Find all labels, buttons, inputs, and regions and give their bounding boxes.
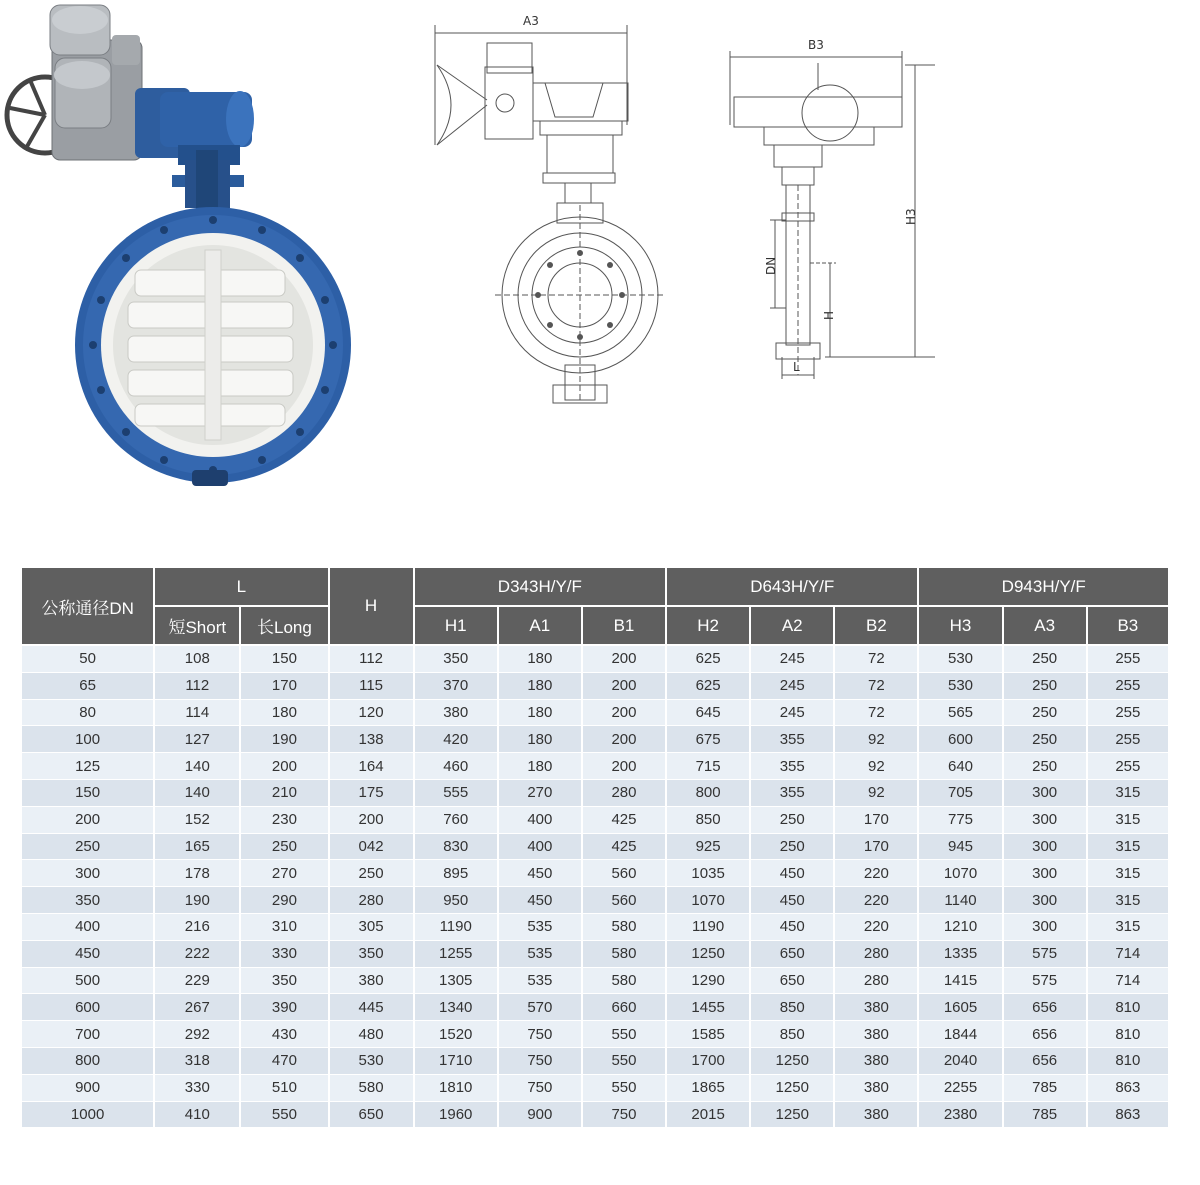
table-cell: 216: [154, 913, 240, 940]
table-cell: 550: [582, 1074, 666, 1101]
table-cell: 355: [750, 726, 834, 753]
table-cell: 250: [1003, 699, 1087, 726]
table-cell: 450: [498, 860, 582, 887]
table-cell: 200: [21, 806, 154, 833]
table-cell: 550: [582, 1047, 666, 1074]
table-cell: 138: [329, 726, 414, 753]
table-cell: 400: [498, 806, 582, 833]
table-cell: 042: [329, 833, 414, 860]
table-cell: 850: [750, 994, 834, 1021]
table-cell: 810: [1087, 1021, 1169, 1048]
table-cell: 945: [918, 833, 1002, 860]
table-cell: 127: [154, 726, 240, 753]
table-cell: 220: [834, 913, 918, 940]
table-cell: 714: [1087, 967, 1169, 994]
table-cell: 92: [834, 726, 918, 753]
table-cell: 180: [498, 753, 582, 780]
table-cell: 625: [666, 672, 750, 699]
table-cell: 715: [666, 753, 750, 780]
table-row: [21, 940, 1169, 967]
table-cell: 1210: [918, 913, 1002, 940]
table-cell: 1140: [918, 887, 1002, 914]
table-cell: 570: [498, 994, 582, 1021]
table-cell: 112: [329, 645, 414, 672]
table-cell: 230: [240, 806, 328, 833]
table-cell: 535: [498, 913, 582, 940]
table-cell: 114: [154, 699, 240, 726]
header-b2: B2: [834, 606, 918, 645]
table-row: [21, 753, 1169, 780]
table-row: [21, 833, 1169, 860]
table-cell: 200: [582, 645, 666, 672]
table-body: [21, 645, 1169, 1128]
table-cell: 1335: [918, 940, 1002, 967]
table-cell: 112: [154, 672, 240, 699]
table-cell: 250: [1003, 726, 1087, 753]
table-cell: 950: [414, 887, 498, 914]
table-cell: 305: [329, 913, 414, 940]
table-cell: 800: [21, 1047, 154, 1074]
table-cell: 1520: [414, 1021, 498, 1048]
table-cell: 575: [1003, 967, 1087, 994]
table-cell: 245: [750, 645, 834, 672]
table-cell: 255: [1087, 753, 1169, 780]
table-cell: 152: [154, 806, 240, 833]
table-cell: 255: [1087, 645, 1169, 672]
table-cell: 510: [240, 1074, 328, 1101]
table-cell: 555: [414, 779, 498, 806]
table-cell: 140: [154, 753, 240, 780]
table-cell: 1844: [918, 1021, 1002, 1048]
header-a3: A3: [1003, 606, 1087, 645]
table-cell: 140: [154, 779, 240, 806]
table-cell: 250: [750, 806, 834, 833]
table-cell: 450: [21, 940, 154, 967]
table-cell: 863: [1087, 1074, 1169, 1101]
table-cell: 1250: [750, 1101, 834, 1128]
table-cell: 255: [1087, 672, 1169, 699]
header-h3: H3: [918, 606, 1002, 645]
table-row: [21, 645, 1169, 672]
table-cell: 165: [154, 833, 240, 860]
table-cell: 1700: [666, 1047, 750, 1074]
table-cell: 300: [1003, 779, 1087, 806]
table-cell: 650: [750, 940, 834, 967]
table-cell: 280: [834, 967, 918, 994]
table-cell: 430: [240, 1021, 328, 1048]
table-cell: 810: [1087, 994, 1169, 1021]
table-cell: 200: [329, 806, 414, 833]
table-cell: 178: [154, 860, 240, 887]
table-cell: 565: [918, 699, 1002, 726]
table-cell: 210: [240, 779, 328, 806]
dim-label-dn: DN: [764, 256, 778, 275]
table-cell: 180: [240, 699, 328, 726]
table-cell: 380: [834, 1021, 918, 1048]
table-cell: 250: [329, 860, 414, 887]
table-row: [21, 672, 1169, 699]
table-cell: 1250: [750, 1074, 834, 1101]
header-short: 短Short: [154, 606, 240, 645]
table-cell: 900: [498, 1101, 582, 1128]
table-cell: 220: [834, 887, 918, 914]
header-h2: H2: [666, 606, 750, 645]
table-row: [21, 1101, 1169, 1128]
table-cell: 315: [1087, 913, 1169, 940]
table-cell: 1070: [666, 887, 750, 914]
header-b3: B3: [1087, 606, 1169, 645]
table-cell: 250: [1003, 672, 1087, 699]
header-a1: A1: [498, 606, 582, 645]
table-cell: 300: [1003, 913, 1087, 940]
table-cell: 180: [498, 699, 582, 726]
table-cell: 380: [329, 967, 414, 994]
table-cell: 1605: [918, 994, 1002, 1021]
header-b1: B1: [582, 606, 666, 645]
table-cell: 656: [1003, 1047, 1087, 1074]
table-cell: 750: [498, 1047, 582, 1074]
table-cell: 1415: [918, 967, 1002, 994]
table-cell: 255: [1087, 699, 1169, 726]
dim-label-l: L: [793, 360, 800, 374]
table-cell: 645: [666, 699, 750, 726]
table-cell: 267: [154, 994, 240, 1021]
table-cell: 400: [498, 833, 582, 860]
table-cell: 200: [582, 753, 666, 780]
table-cell: 350: [414, 645, 498, 672]
table-cell: 200: [582, 672, 666, 699]
table-cell: 575: [1003, 940, 1087, 967]
table-cell: 72: [834, 645, 918, 672]
table-cell: 705: [918, 779, 1002, 806]
table-cell: 1455: [666, 994, 750, 1021]
table-cell: 900: [21, 1074, 154, 1101]
table-cell: 200: [582, 699, 666, 726]
table-cell: 535: [498, 940, 582, 967]
table-cell: 1190: [666, 913, 750, 940]
table-cell: 92: [834, 779, 918, 806]
dim-label-h3: H3: [904, 208, 918, 225]
table-cell: 400: [21, 913, 154, 940]
table-cell: 785: [1003, 1074, 1087, 1101]
table-cell: 108: [154, 645, 240, 672]
table-cell: 245: [750, 699, 834, 726]
table-cell: 100: [21, 726, 154, 753]
table-cell: 1000: [21, 1101, 154, 1128]
table-cell: 350: [240, 967, 328, 994]
table-cell: 530: [918, 645, 1002, 672]
header-group-d643: D643H/Y/F: [666, 567, 918, 606]
table-cell: 170: [240, 672, 328, 699]
table-cell: 50: [21, 645, 154, 672]
table-cell: 250: [1003, 753, 1087, 780]
table-cell: 380: [834, 1074, 918, 1101]
table-cell: 1290: [666, 967, 750, 994]
table-cell: 380: [834, 1101, 918, 1128]
table-cell: 650: [329, 1101, 414, 1128]
table-cell: 120: [329, 699, 414, 726]
table-cell: 500: [21, 967, 154, 994]
header-length: L: [154, 567, 328, 606]
table-cell: 750: [498, 1074, 582, 1101]
table-cell: 300: [21, 860, 154, 887]
table-cell: 72: [834, 699, 918, 726]
table-cell: 640: [918, 753, 1002, 780]
table-cell: 750: [582, 1101, 666, 1128]
table-cell: 863: [1087, 1101, 1169, 1128]
table-cell: 450: [498, 887, 582, 914]
table-cell: 560: [582, 887, 666, 914]
header-group-d943: D943H/Y/F: [918, 567, 1169, 606]
table-cell: 895: [414, 860, 498, 887]
table-cell: 750: [498, 1021, 582, 1048]
table-cell: 175: [329, 779, 414, 806]
table-cell: 380: [834, 994, 918, 1021]
valve-product-photo: [0, 0, 380, 500]
table-cell: 250: [240, 833, 328, 860]
table-cell: 830: [414, 833, 498, 860]
table-cell: 675: [666, 726, 750, 753]
table-cell: 65: [21, 672, 154, 699]
table-row: [21, 887, 1169, 914]
table-cell: 550: [240, 1101, 328, 1128]
table-cell: 190: [240, 726, 328, 753]
table-cell: 300: [1003, 806, 1087, 833]
table-cell: 775: [918, 806, 1002, 833]
table-cell: 1070: [918, 860, 1002, 887]
table-cell: 390: [240, 994, 328, 1021]
table-row: [21, 860, 1169, 887]
table-cell: 1250: [750, 1047, 834, 1074]
table-row: [21, 967, 1169, 994]
table-cell: 580: [329, 1074, 414, 1101]
table-cell: 470: [240, 1047, 328, 1074]
table-cell: 1190: [414, 913, 498, 940]
table-cell: 810: [1087, 1047, 1169, 1074]
table-cell: 785: [1003, 1101, 1087, 1128]
table-cell: 150: [21, 779, 154, 806]
table-cell: 420: [414, 726, 498, 753]
table-cell: 355: [750, 779, 834, 806]
valve-side-view-drawing: [720, 35, 940, 385]
table-cell: 425: [582, 833, 666, 860]
table-cell: 350: [21, 887, 154, 914]
table-cell: 380: [414, 699, 498, 726]
table-cell: 250: [21, 833, 154, 860]
table-cell: 530: [918, 672, 1002, 699]
table-cell: 150: [240, 645, 328, 672]
table-row: [21, 726, 1169, 753]
table-cell: 800: [666, 779, 750, 806]
table-cell: 115: [329, 672, 414, 699]
table-cell: 270: [240, 860, 328, 887]
table-cell: 1865: [666, 1074, 750, 1101]
table-cell: 318: [154, 1047, 240, 1074]
table-cell: 220: [834, 860, 918, 887]
table-cell: 535: [498, 967, 582, 994]
table-cell: 560: [582, 860, 666, 887]
table-cell: 72: [834, 672, 918, 699]
table-cell: 170: [834, 833, 918, 860]
table-cell: 2255: [918, 1074, 1002, 1101]
table-cell: 925: [666, 833, 750, 860]
header-group-d343: D343H/Y/F: [414, 567, 666, 606]
table-row: [21, 1074, 1169, 1101]
table-cell: 850: [750, 1021, 834, 1048]
table-cell: 315: [1087, 806, 1169, 833]
header-a2: A2: [750, 606, 834, 645]
table-cell: 580: [582, 967, 666, 994]
dim-label-b3: B3: [808, 38, 824, 52]
table-cell: 200: [582, 726, 666, 753]
table-cell: 300: [1003, 887, 1087, 914]
table-cell: 229: [154, 967, 240, 994]
table-cell: 280: [582, 779, 666, 806]
table-cell: 656: [1003, 1021, 1087, 1048]
table-cell: 580: [582, 940, 666, 967]
table-cell: 300: [1003, 860, 1087, 887]
table-cell: 200: [240, 753, 328, 780]
table-cell: 222: [154, 940, 240, 967]
table-row: [21, 1021, 1169, 1048]
table-cell: 600: [918, 726, 1002, 753]
table-cell: 330: [240, 940, 328, 967]
table-cell: 530: [329, 1047, 414, 1074]
table-cell: 460: [414, 753, 498, 780]
table-row: [21, 1047, 1169, 1074]
table-cell: 700: [21, 1021, 154, 1048]
table-cell: 292: [154, 1021, 240, 1048]
table-cell: 280: [329, 887, 414, 914]
table-cell: 180: [498, 672, 582, 699]
table-cell: 180: [498, 726, 582, 753]
table-cell: 1710: [414, 1047, 498, 1074]
table-cell: 315: [1087, 860, 1169, 887]
table-cell: 190: [154, 887, 240, 914]
dim-label-a3: A3: [523, 14, 539, 28]
table-cell: 450: [750, 913, 834, 940]
table-cell: 250: [1003, 645, 1087, 672]
table-cell: 245: [750, 672, 834, 699]
table-cell: 250: [750, 833, 834, 860]
table-cell: 760: [414, 806, 498, 833]
table-cell: 550: [582, 1021, 666, 1048]
table-cell: 1250: [666, 940, 750, 967]
table-cell: 170: [834, 806, 918, 833]
table-cell: 255: [1087, 726, 1169, 753]
table-cell: 350: [329, 940, 414, 967]
table-cell: 1810: [414, 1074, 498, 1101]
table-cell: 1255: [414, 940, 498, 967]
table-cell: 330: [154, 1074, 240, 1101]
table-cell: 270: [498, 779, 582, 806]
table-cell: 2040: [918, 1047, 1002, 1074]
table-cell: 315: [1087, 833, 1169, 860]
table-cell: 1305: [414, 967, 498, 994]
table-cell: 370: [414, 672, 498, 699]
table-cell: 580: [582, 913, 666, 940]
table-cell: 300: [1003, 833, 1087, 860]
table-cell: 714: [1087, 940, 1169, 967]
table-cell: 445: [329, 994, 414, 1021]
table-cell: 310: [240, 913, 328, 940]
table-cell: 355: [750, 753, 834, 780]
table-cell: 1585: [666, 1021, 750, 1048]
table-cell: 80: [21, 699, 154, 726]
table-cell: 625: [666, 645, 750, 672]
table-cell: 280: [834, 940, 918, 967]
table-cell: 315: [1087, 779, 1169, 806]
table-cell: 1035: [666, 860, 750, 887]
table-cell: 656: [1003, 994, 1087, 1021]
table-cell: 410: [154, 1101, 240, 1128]
table-cell: 660: [582, 994, 666, 1021]
table-cell: 480: [329, 1021, 414, 1048]
table-cell: 425: [582, 806, 666, 833]
dim-label-h: H: [822, 310, 836, 320]
header-nominal-diameter: 公称通径DN: [21, 567, 154, 645]
table-cell: 380: [834, 1047, 918, 1074]
table-cell: 164: [329, 753, 414, 780]
table-row: [21, 913, 1169, 940]
table-row: [21, 699, 1169, 726]
table-row: [21, 994, 1169, 1021]
table-cell: 450: [750, 887, 834, 914]
table-cell: 2015: [666, 1101, 750, 1128]
table-cell: 1340: [414, 994, 498, 1021]
header-height: H: [329, 567, 414, 645]
header-long: 长Long: [240, 606, 328, 645]
dimension-spec-table: [20, 566, 1170, 1128]
table-cell: 180: [498, 645, 582, 672]
header-h1: H1: [414, 606, 498, 645]
table-cell: 2380: [918, 1101, 1002, 1128]
table-cell: 92: [834, 753, 918, 780]
table-cell: 125: [21, 753, 154, 780]
table-cell: 315: [1087, 887, 1169, 914]
table-cell: 1960: [414, 1101, 498, 1128]
table-cell: 850: [666, 806, 750, 833]
table-cell: 450: [750, 860, 834, 887]
table-row: [21, 806, 1169, 833]
valve-front-view-drawing: [425, 5, 665, 415]
table-cell: 600: [21, 994, 154, 1021]
table-row: [21, 779, 1169, 806]
table-cell: 650: [750, 967, 834, 994]
table-cell: 290: [240, 887, 328, 914]
